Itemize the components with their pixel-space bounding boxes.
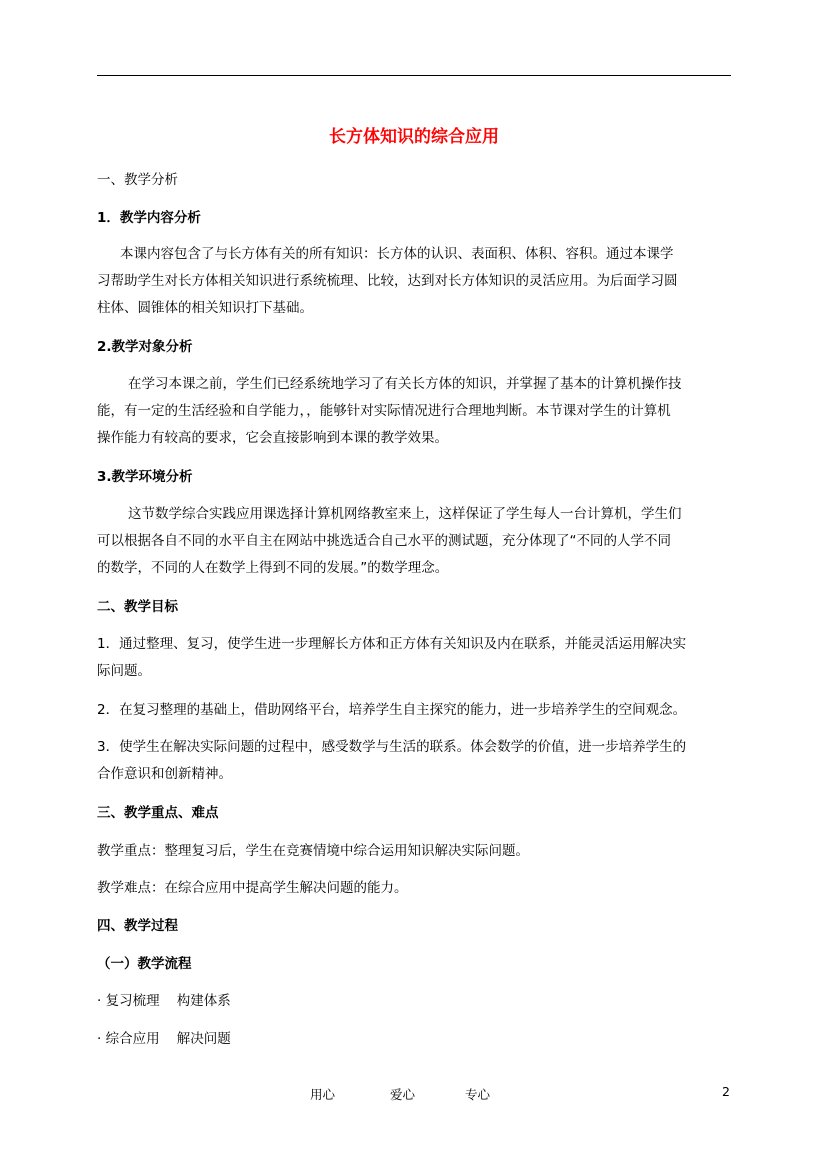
section-heading-keypoints: 三、教学重点、难点: [97, 805, 219, 821]
footer-item: 用心: [310, 1087, 336, 1102]
paragraph-environment-analysis: [97, 504, 731, 585]
paragraph-line: 际问题。: [97, 663, 151, 679]
page-number: 2: [722, 1084, 730, 1099]
goal-item-2: 2．在复习整理的基础上，借助网络平台，培养学生自主探究的能力，进一步培养学生的空间观念。: [97, 702, 687, 718]
goal-item-3: [97, 737, 731, 791]
section-heading-goals: 二、教学目标: [97, 599, 178, 615]
section-heading-process: 四、教学过程: [97, 918, 178, 934]
paragraph-line: 这节数学综合实践应用课选择计算机网络教室来上，这样保证了学生每人一台计算机，学生们: [128, 506, 682, 522]
paragraph-line: 柱体、圆锥体的相关知识打下基础。: [97, 300, 313, 316]
paragraph-line: 本课内容包含了与长方体有关的所有知识：长方体的认识、表面积、体积、容积。通过本课学: [120, 246, 674, 262]
footer-item: 专心: [465, 1087, 491, 1102]
keypoint-text: 教学重点：整理复习后，学生在竞赛情境中综合运用知识解决实际问题。: [97, 843, 529, 859]
paragraph-line: 可以根据各自不同的水平自主在网站中挑选适合自己水平的测试题，充分体现了“不同的人学不同: [97, 533, 671, 549]
document-title: 长方体知识的综合应用: [329, 127, 499, 147]
subheading-target-analysis: 2.教学对象分析: [97, 339, 193, 355]
flow-item: · 综合应用 解决问题: [97, 1031, 231, 1047]
paragraph-line: 3．使学生在解决实际问题的过程中，感受数学与生活的联系。体会数学的价值，进一步培养学生的: [97, 739, 687, 755]
paragraph-target-analysis: [97, 374, 731, 455]
paragraph-line: 能，有一定的生活经验和自学能力，，能够针对实际情况进行合理地判断。本节课对学生的计算机: [97, 403, 671, 419]
footer-item: 爱心: [390, 1087, 416, 1102]
subheading-environment-analysis: 3.教学环境分析: [97, 469, 193, 485]
header-rule: [97, 75, 731, 76]
paragraph-line: 合作意识和创新精神。: [97, 766, 232, 782]
paragraph-line: 习帮助学生对长方体相关知识进行系统梳理、比较，达到对长方体知识的灵活应用。为后面学习圆: [97, 273, 678, 289]
paragraph-line: 1．通过整理、复习，使学生进一步理解长方体和正方体有关知识及内在联系，并能灵活运用解决实: [97, 636, 687, 652]
difficulty-text: 教学难点：在综合应用中提高学生解决问题的能力。: [97, 880, 408, 896]
paragraph-line: 操作能力有较高的要求，它会直接影响到本课的教学效果。: [97, 430, 448, 446]
subheading-content-analysis: 1．教学内容分析: [97, 210, 201, 226]
paragraph-line: 在学习本课之前，学生们已经系统地学习了有关长方体的知识，并掌握了基本的计算机操作技: [128, 376, 682, 392]
paragraph-line: 的数学，不同的人在数学上得到不同的发展。”的数学理念。: [97, 560, 449, 576]
section-heading-analysis: 一、教学分析: [97, 172, 178, 188]
flow-item: · 复习梳理 构建体系: [97, 993, 231, 1009]
goal-item-1: [97, 634, 731, 688]
subheading-flow: （一）教学流程: [97, 956, 192, 972]
paragraph-content-analysis: [97, 244, 731, 325]
